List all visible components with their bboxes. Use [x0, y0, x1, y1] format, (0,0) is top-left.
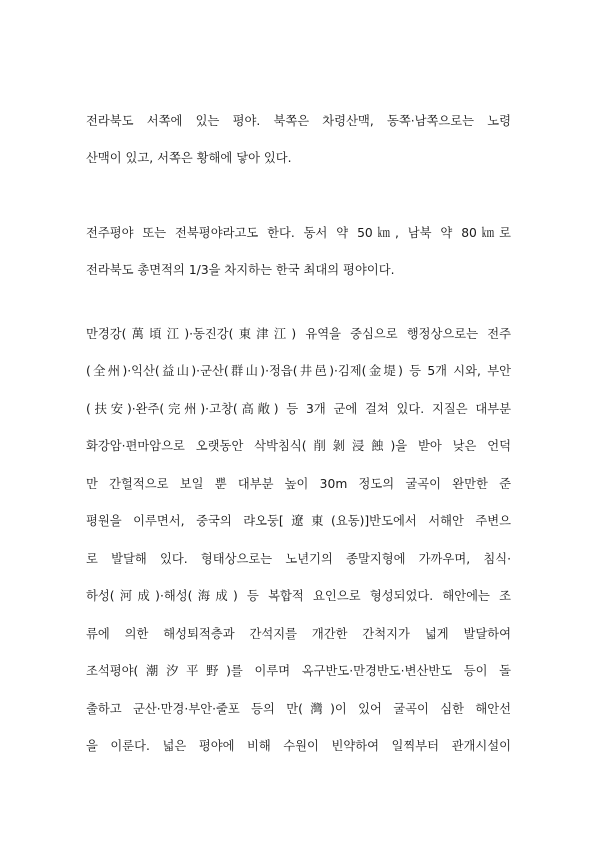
paragraph-3-line-11: 출하고 군산·만경·부안·줄포 등의 만(灣)이 있어 굴곡이 심한 해안선 — [86, 702, 511, 716]
paragraph-3-line-2: (全州)·익산(益山)·군산(群山)·정읍(井邑)·김제(金堤) 등 5개 시와, 부안 — [86, 364, 511, 378]
paragraph-2-line-2: 전라북도 총면적의 1/3을 차지하는 한국 최대의 평야이다. — [86, 263, 395, 277]
paragraph-3-line-5: 만 간헐적으로 보일 뿐 대부분 높이 30m 정도의 굴곡이 완만한 준 — [86, 477, 511, 491]
paragraph-1-line-2: 산맥이 있고, 서쪽은 황해에 닿아 있다. — [86, 151, 292, 165]
paragraph-3-line-1: 만경강(萬頃江)·동진강(東津江) 유역을 중심으로 행정상으로는 전주 — [86, 327, 511, 341]
paragraph-3-line-7: 로 발달해 있다. 형태상으로는 노년기의 종말지형에 가까우며, 침식· — [86, 552, 511, 566]
paragraph-3-line-6: 평원을 이루면서, 중국의 랴오둥[遼東(요동)]반도에서 서해안 주변으 — [86, 514, 511, 528]
paragraph-3-line-10: 조석평야(潮汐平野)를 이루며 옥구반도·만경반도·변산반도 등이 돌 — [86, 664, 511, 678]
paragraph-3-line-9: 류에 의한 해성퇴적층과 간석지를 개간한 간척지가 넓게 발달하여 — [86, 627, 511, 641]
paragraph-1-line-1: 전라북도 서쪽에 있는 평야. 북쪽은 차령산맥, 동쪽·남쪽으로는 노령 — [86, 114, 511, 128]
paragraph-3-line-12: 을 이룬다. 넓은 평야에 비해 수원이 빈약하여 일찍부터 관개시설이 — [86, 739, 511, 753]
paragraph-2-line-1: 전주평야 또는 전북평야라고도 한다. 동서 약 50㎞, 남북 약 80㎞로 — [86, 226, 511, 240]
paragraph-3-line-4: 화강암·편마암으로 오랫동안 삭박침식(削剝浸蝕)을 받아 낮은 언덕 — [86, 439, 511, 453]
paragraph-3-line-3: (扶安)·완주(完州)·고창(高敞) 등 3개 군에 걸쳐 있다. 지질은 대부분 — [86, 402, 511, 416]
paragraph-3-line-8: 하성(河成)·해성(海成) 등 복합적 요인으로 형성되었다. 해안에는 조 — [86, 589, 511, 603]
